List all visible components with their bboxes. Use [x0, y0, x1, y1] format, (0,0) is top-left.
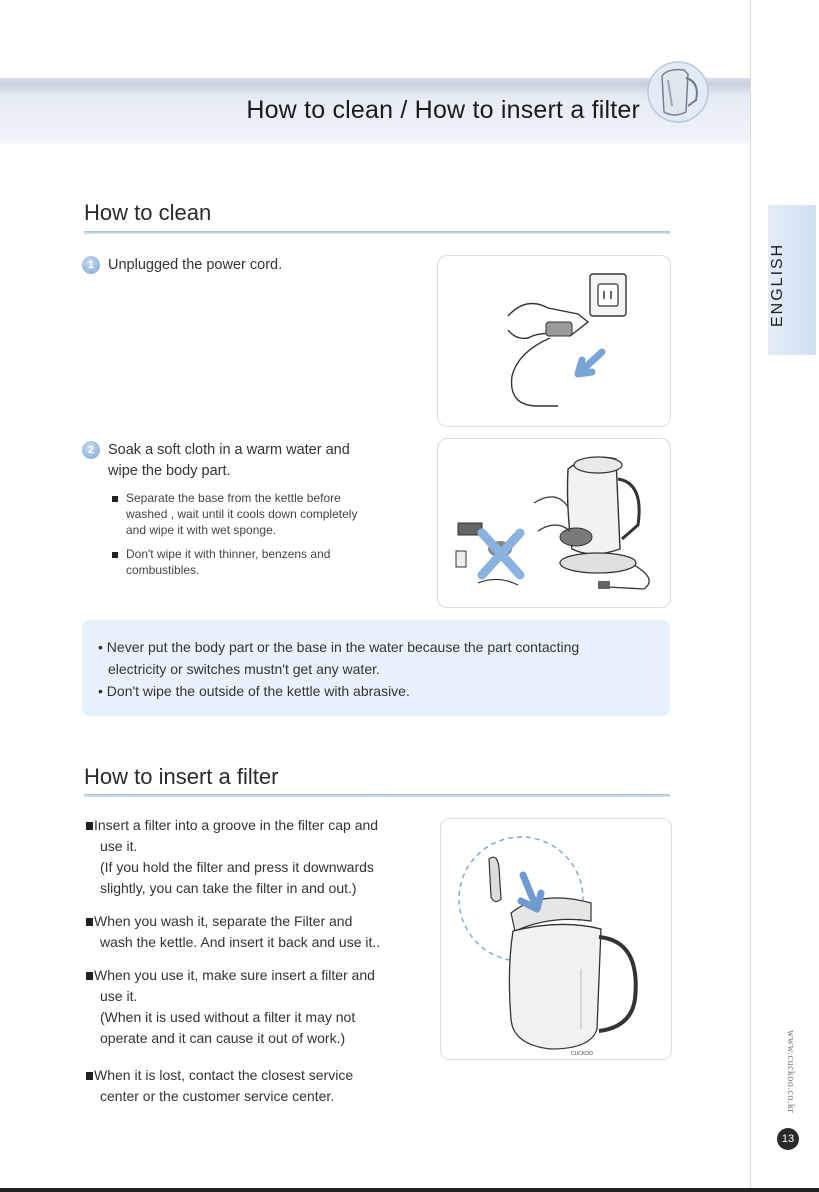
- filter-item-4-line-1: When it is lost, contact the closest service: [94, 1067, 354, 1083]
- warning-2-line-1: • Don't wipe the outside of the kettle with abrasive.: [98, 683, 410, 699]
- filter-bullet-marker: [86, 822, 93, 830]
- warning-1-line-1: • Never put the body part or the base in the water because the part contacting: [98, 639, 580, 655]
- section-heading-clean: How to clean: [84, 200, 212, 225]
- step-2-line-1: Soak a soft cloth in a warm water and: [108, 442, 350, 458]
- filter-item-2-line-2: wash the kettle. And insert it back and use it..: [100, 934, 381, 950]
- bottom-rule: [0, 1188, 819, 1192]
- section-heading-filter: How to insert a filter: [84, 764, 279, 789]
- filter-item-3-line-2: use it.: [100, 988, 138, 1004]
- filter-kettle-illustration: [441, 819, 671, 1059]
- bullet-marker: [112, 496, 118, 502]
- margin-divider: [750, 0, 751, 1192]
- wipe-kettle-illustration-frame: [437, 438, 671, 608]
- kettle-brand-label: CUCKOO: [571, 1051, 593, 1057]
- warning-1-line-2: electricity or switches mustn't get any water.: [108, 661, 380, 677]
- filter-item-1-line-3: (If you hold the filter and press it downwards: [100, 859, 374, 875]
- step-number-2: 2: [82, 441, 100, 459]
- wipe-kettle-illustration: [438, 439, 670, 607]
- filter-item-3-line-3: (When it is used without a filter it may not: [100, 1009, 356, 1025]
- step-number-1: 1: [82, 256, 100, 274]
- step-2-line-2: wipe the body part.: [108, 463, 231, 479]
- filter-item-3-line-1: When you use it, make sure insert a filter and: [94, 967, 375, 983]
- filter-item-3-line-4: operate and it can cause it out of work.): [100, 1030, 346, 1046]
- section-rule-filter: [84, 794, 670, 797]
- bullet-2-line-1: Don't wipe it with thinner, benzens and: [126, 547, 331, 561]
- language-tab-label: ENGLISH: [769, 242, 786, 328]
- filter-bullet-marker: [86, 918, 93, 926]
- filter-item-4-line-2: center or the customer service center.: [100, 1088, 335, 1104]
- step-1-text: Unplugged the power cord.: [108, 257, 283, 273]
- unplug-illustration-frame: [437, 255, 671, 427]
- bullet-1-line-2: washed , wait until it cools down completely: [126, 507, 358, 521]
- filter-item-1-line-4: slightly, you can take the filter in and out.): [100, 880, 357, 896]
- website-url: www.cuckoo.co.kr: [785, 1030, 796, 1114]
- filter-kettle-illustration-frame: [440, 818, 672, 1060]
- filter-bullet-marker: [86, 972, 93, 980]
- bullet-1-line-1: Separate the base from the kettle before: [126, 491, 341, 505]
- kettle-header-icon: [628, 56, 720, 126]
- bullet-2-line-2: combustibles.: [126, 563, 200, 577]
- bullet-marker: [112, 552, 118, 558]
- unplug-illustration: [438, 256, 670, 426]
- page-number: 13: [777, 1128, 799, 1150]
- filter-bullet-marker: [86, 1072, 93, 1080]
- bullet-1-line-3: and wipe it with wet sponge.: [126, 523, 277, 537]
- filter-item-2-line-1: When you wash it, separate the Filter and: [94, 913, 353, 929]
- filter-item-1-line-1: Insert a filter into a groove in the filter cap and: [94, 817, 379, 833]
- section-rule-clean: [84, 231, 670, 234]
- filter-item-1-line-2: use it.: [100, 838, 138, 854]
- page-title: How to clean / How to insert a filter: [246, 96, 640, 124]
